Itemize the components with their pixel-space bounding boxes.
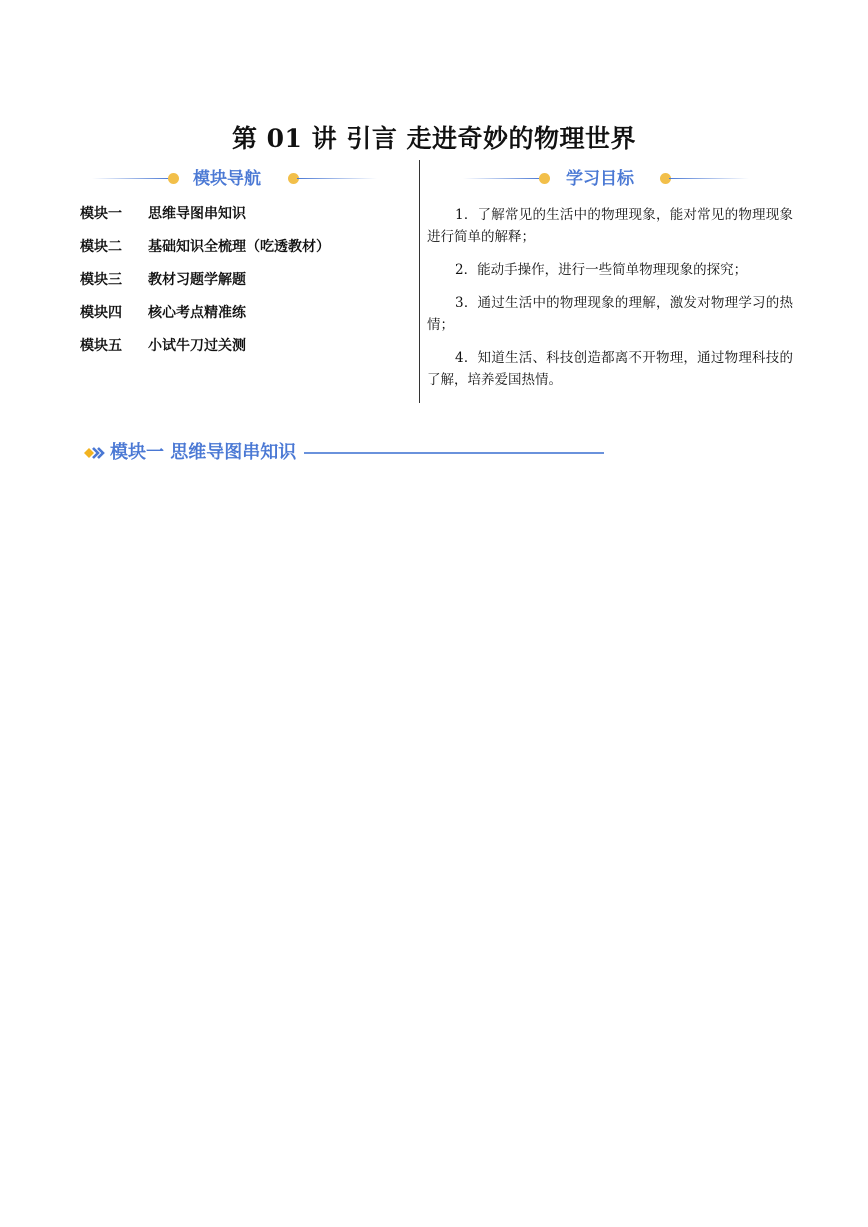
nav-item-module-3[interactable] xyxy=(80,262,330,295)
objective-item: 1．了解常见的生活中的物理现象，能对常见的物理现象进行简单的解释； xyxy=(427,207,793,245)
nav-item-number: 模块五 xyxy=(80,337,122,354)
header-line-right xyxy=(297,178,377,179)
objectives-list xyxy=(427,204,793,402)
module-nav-header xyxy=(92,166,382,192)
module-one-title: 模块一 思维导图串知识 xyxy=(110,442,297,463)
page-title: 第 01 讲 引言 走进奇妙的物理世界 xyxy=(231,123,637,153)
header-line-left xyxy=(463,178,541,179)
column-divider xyxy=(419,160,420,403)
nav-item-number: 模块一 xyxy=(80,205,122,222)
header-line-left xyxy=(92,178,170,179)
dot-icon xyxy=(539,173,550,184)
nav-item-label: 教材习题学解题 xyxy=(148,271,246,288)
header-line-right xyxy=(669,178,749,179)
objective-item: 2．能动手操作，进行一些简单物理现象的探究； xyxy=(455,262,748,278)
dot-icon xyxy=(168,173,179,184)
nav-item-label: 思维导图串知识 xyxy=(148,205,246,222)
nav-item-number: 模块三 xyxy=(80,271,122,288)
nav-item-number: 模块二 xyxy=(80,238,122,255)
objectives-header xyxy=(463,166,753,192)
objectives-title: 学习目标 xyxy=(566,169,634,189)
nav-item-module-1[interactable] xyxy=(80,196,330,229)
heading-rule xyxy=(304,452,604,454)
nav-item-label: 小试牛刀过关测 xyxy=(148,337,246,354)
module-nav-list xyxy=(80,196,330,361)
nav-item-module-5[interactable] xyxy=(80,328,330,361)
module-one-heading xyxy=(82,440,604,466)
objective-item: 3．通过生活中的物理现象的理解，激发对物理学习的热情； xyxy=(427,295,793,333)
module-nav-title: 模块导航 xyxy=(193,169,261,189)
nav-item-module-4[interactable] xyxy=(80,295,330,328)
double-chevron-icon xyxy=(82,445,106,461)
nav-item-label: 基础知识全梳理（吃透教材） xyxy=(148,238,330,255)
nav-item-label: 核心考点精准练 xyxy=(148,304,246,321)
nav-item-number: 模块四 xyxy=(80,304,122,321)
objective-item: 4．知道生活、科技创造都离不开物理，通过物理科技的了解，培养爱国热情。 xyxy=(427,350,793,388)
nav-item-module-2[interactable] xyxy=(80,229,330,262)
